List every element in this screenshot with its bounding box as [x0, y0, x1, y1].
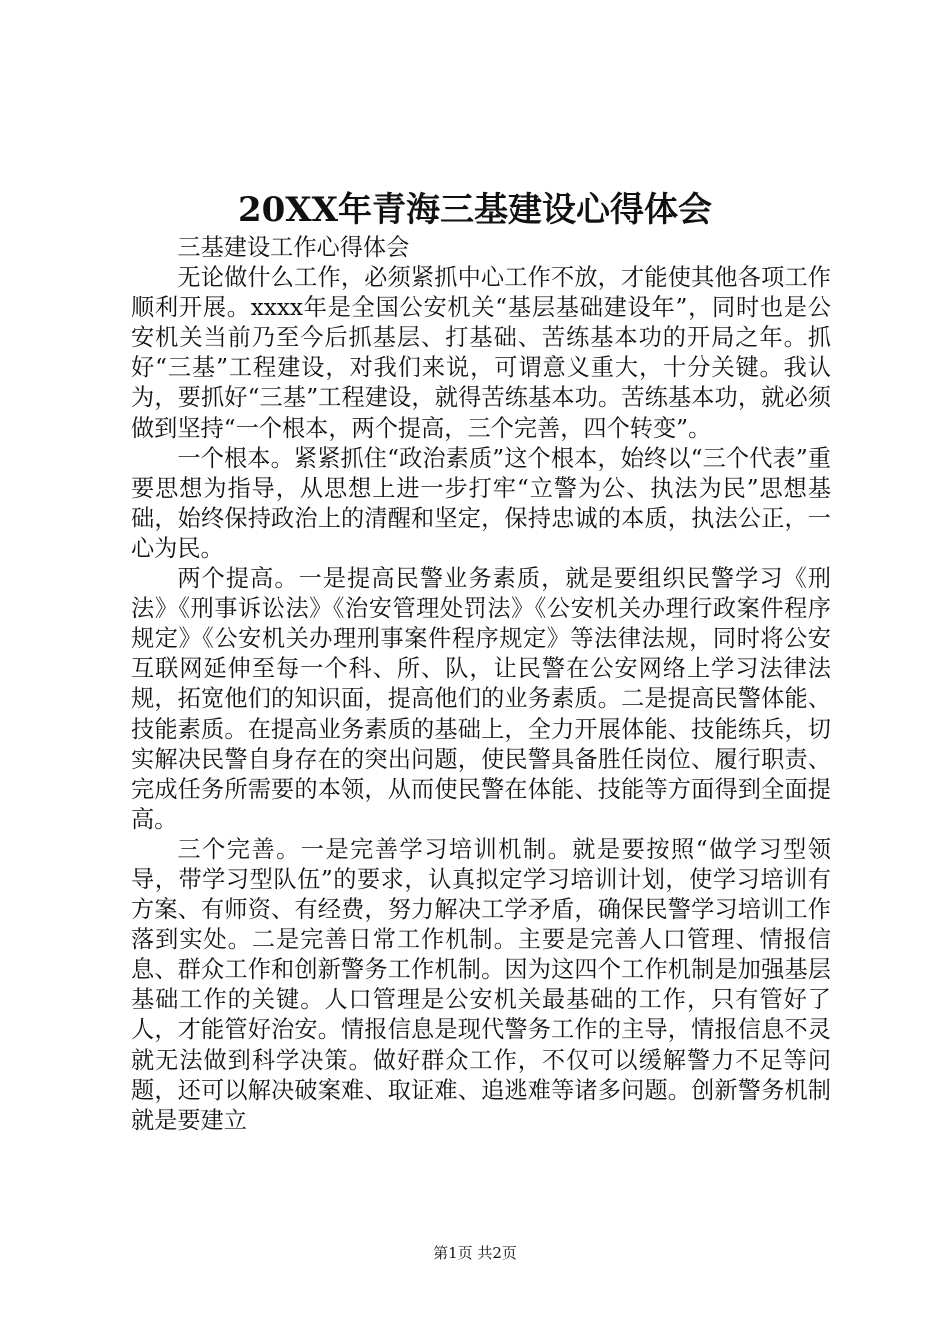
document-title: 20XX年青海三基建设心得体会 [237, 190, 713, 230]
paragraph-one-root: 一个根本。紧紧抓住“政治素质”这个根本，始终以“三个代表”重要思想为指导，从思想上进一步打牢“立警为公、执法为民”思想基础，始终保持政治上的清醒和坚定，保持忠诚的本质，执法公正，一心为民。 [131, 444, 831, 562]
paragraph-three-perfections: 三个完善。一是完善学习培训机制。就是要按照“做学习型领导，带学习型队伍”的要求，认真拟定学习培训计划，使学习培训有方案、有师资、有经费，努力解决工学矛盾，确保民警学习培训工作落到实处。二是完善日常工作机制。主要是完善人口管理、情报信息、群众工作和创新警务工作机制。因为这四个工作机制是加强基层基础工作的关键。人口管理是公安机关最基础的工作，只有管好了人，才能管好治安。情报信息是现代警务工作的主导，情报信息不灵就无法做到科学决策。做好群众工作，不仅可以缓解警力不足等问题，还可以解决破案难、取证难、追逃难等诸多问题。创新警务机制就是要建立 [131, 835, 831, 1134]
document-body [131, 233, 831, 1136]
page-footer: 第1页 共2页 [433, 1244, 517, 1262]
paragraph-subtitle: 三基建设工作心得体会 [177, 234, 410, 261]
paragraph-two-improvements: 两个提高。一是提高民警业务素质，就是要组织民警学习《刑法》《刑事诉讼法》《治安管理处罚法》《公安机关办理行政案件程序规定》《公安机关办理刑事案件程序规定》等法律法规，同时将公安互联网延伸至每一个科、所、队，让民警在公安网络上学习法律法规，拓宽他们的知识面，提高他们的业务素质。二是提高民警体能、技能素质。在提高业务素质的基础上，全力开展体能、技能练兵，切实解决民警自身存在的突出问题，使民警具备胜任岗位、履行职责、完成任务所需要的本领，从而使民警在体能、技能等方面得到全面提高。 [131, 565, 831, 833]
paragraph-intro: 无论做什么工作，必须紧抓中心工作不放，才能使其他各项工作顺利开展。xxxx年是全国公安机关“基层基础建设年”，同时也是公安机关当前乃至今后抓基层、打基础、苦练基本功的开局之年。抓好“三基”工程建设，对我们来说，可谓意义重大，十分关键。我认为，要抓好“三基”工程建设，就得苦练基本功。苦练基本功，就必须做到坚持“一个根本，两个提高，三个完善，四个转变”。 [131, 264, 831, 442]
